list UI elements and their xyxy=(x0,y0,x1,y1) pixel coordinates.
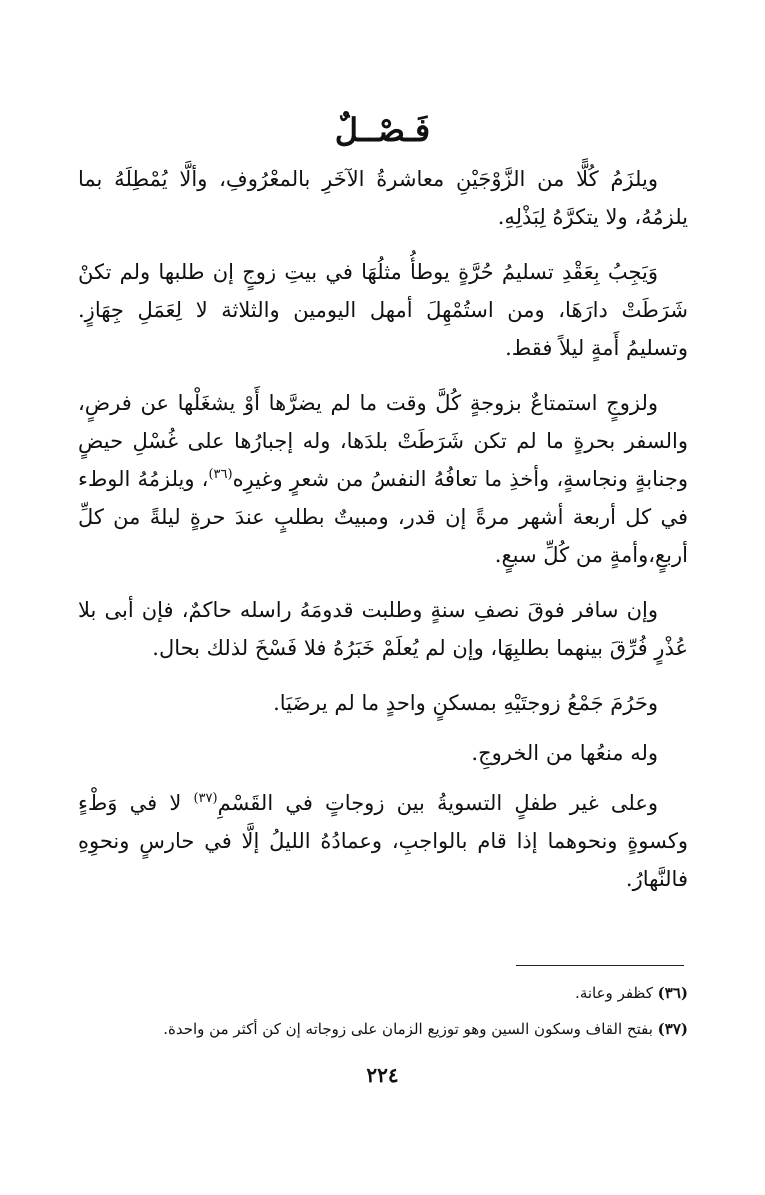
paragraph-delivery-of-wife xyxy=(78,253,688,367)
paragraph-text-continued: ، ويلزمُهُ الوطء في كل أربعة أشهر مرةً إن قدر، ومبيتٌ بطلبٍ عندَ حرةٍ ليلةً من كلِّ أربعٍ،وأمةٍ من كُلِّ سبعٍ. xyxy=(78,467,688,567)
paragraph-travel xyxy=(78,591,688,667)
paragraph-equal-division xyxy=(78,784,688,898)
paragraph-text-continued: لا في وَطْءٍ وكسوةٍ ونحوهما إذا قام بالواجبِ، وعمادُهُ الليلُ إلَّا في حارسٍ ونحوِهِ فالنَّهارُ. xyxy=(78,791,688,891)
footnote-text: بفتح القاف وسكون السين وهو توزيع الزمان على زوجاته إن كن أكثر من واحدة. xyxy=(163,1020,653,1038)
footnote-text: كظفر وعانة. xyxy=(575,984,653,1002)
footnote-37 xyxy=(70,1011,688,1047)
paragraph-husband-rights xyxy=(78,384,688,574)
paragraph-text: وإن سافر فوقَ نصفِ سنةٍ وطلبت قدومَهُ راسله حاكمٌ، فإن أبى بلا عُذْرٍ فُرِّقَ بينهما بطلبِهَا، وإن لم يُعلَمْ خَبَرُهُ فلا فَسْخَ لذلك بحال. xyxy=(78,598,688,660)
paragraph-text: وله منعُها من الخروجِ. xyxy=(471,741,658,765)
section-heading: فَـصْــلٌ xyxy=(334,111,431,149)
body-text xyxy=(78,160,688,915)
paragraph-text: ويلزَمُ كُلًّا من الزَّوْجَيْنِ معاشرةُ الآخَرِ بالمعْرُوفِ، وألَّا يُمْطِلَهُ بما يلزمُهُ، ولا يتكرَّهُ لِبَذْلِهِ. xyxy=(78,167,688,229)
footnote-ref-37: (٣٧) xyxy=(193,791,218,806)
footnote-number: (٣٦) xyxy=(657,984,688,1002)
paragraph-text: ولزوجٍ استمتاعٌ بزوجةٍ كُلَّ وقت ما لم يضرَّها أَوْ يشغَلْها عن فرضٍ، والسفر بحرةٍ ما لم تكن شَرَطَتْ بلدَها، وله إجبارُها على غُسْلِ حيضٍ وجنابةٍ ونجاسةٍ، وأخذِ ما تعافُهُ النفسُ من شعرٍ وغيرِه xyxy=(78,391,688,491)
paragraph-text: وحَرُمَ جَمْعُ زوجتَيْهِ بمسكنٍ واحدٍ ما لم يرضَيَا. xyxy=(273,691,658,715)
page-number: ٢٢٤ xyxy=(366,1063,399,1087)
paragraph-two-wives-dwelling xyxy=(78,684,688,722)
paragraph-mutual-treatment xyxy=(78,160,688,236)
footnote-number: (٣٧) xyxy=(657,1020,688,1038)
paragraph-prevent-leaving xyxy=(78,734,688,772)
footnotes xyxy=(70,975,688,1047)
paragraph-text: وَيَجِبُ بِعَقْدِ تسليمُ حُرَّةٍ يوطأُ مثلُهَا في بيتِ زوجٍ إن طلبها ولم تكنْ شَرَطَتْ دارَهَا، ومن استُمْهِلَ أمهل اليومين والثلاثة لا لِعَمَلِ جِهَازٍ. وتسليمُ أَمةٍ ليلاً فقط. xyxy=(78,260,688,360)
footnote-divider xyxy=(516,965,684,966)
footnote-36 xyxy=(70,975,688,1011)
paragraph-text: وعلى غير طفلٍ التسويةُ بين زوجاتٍ في القَسْمِ xyxy=(217,791,659,815)
footnote-ref-36: (٣٦) xyxy=(208,467,233,482)
